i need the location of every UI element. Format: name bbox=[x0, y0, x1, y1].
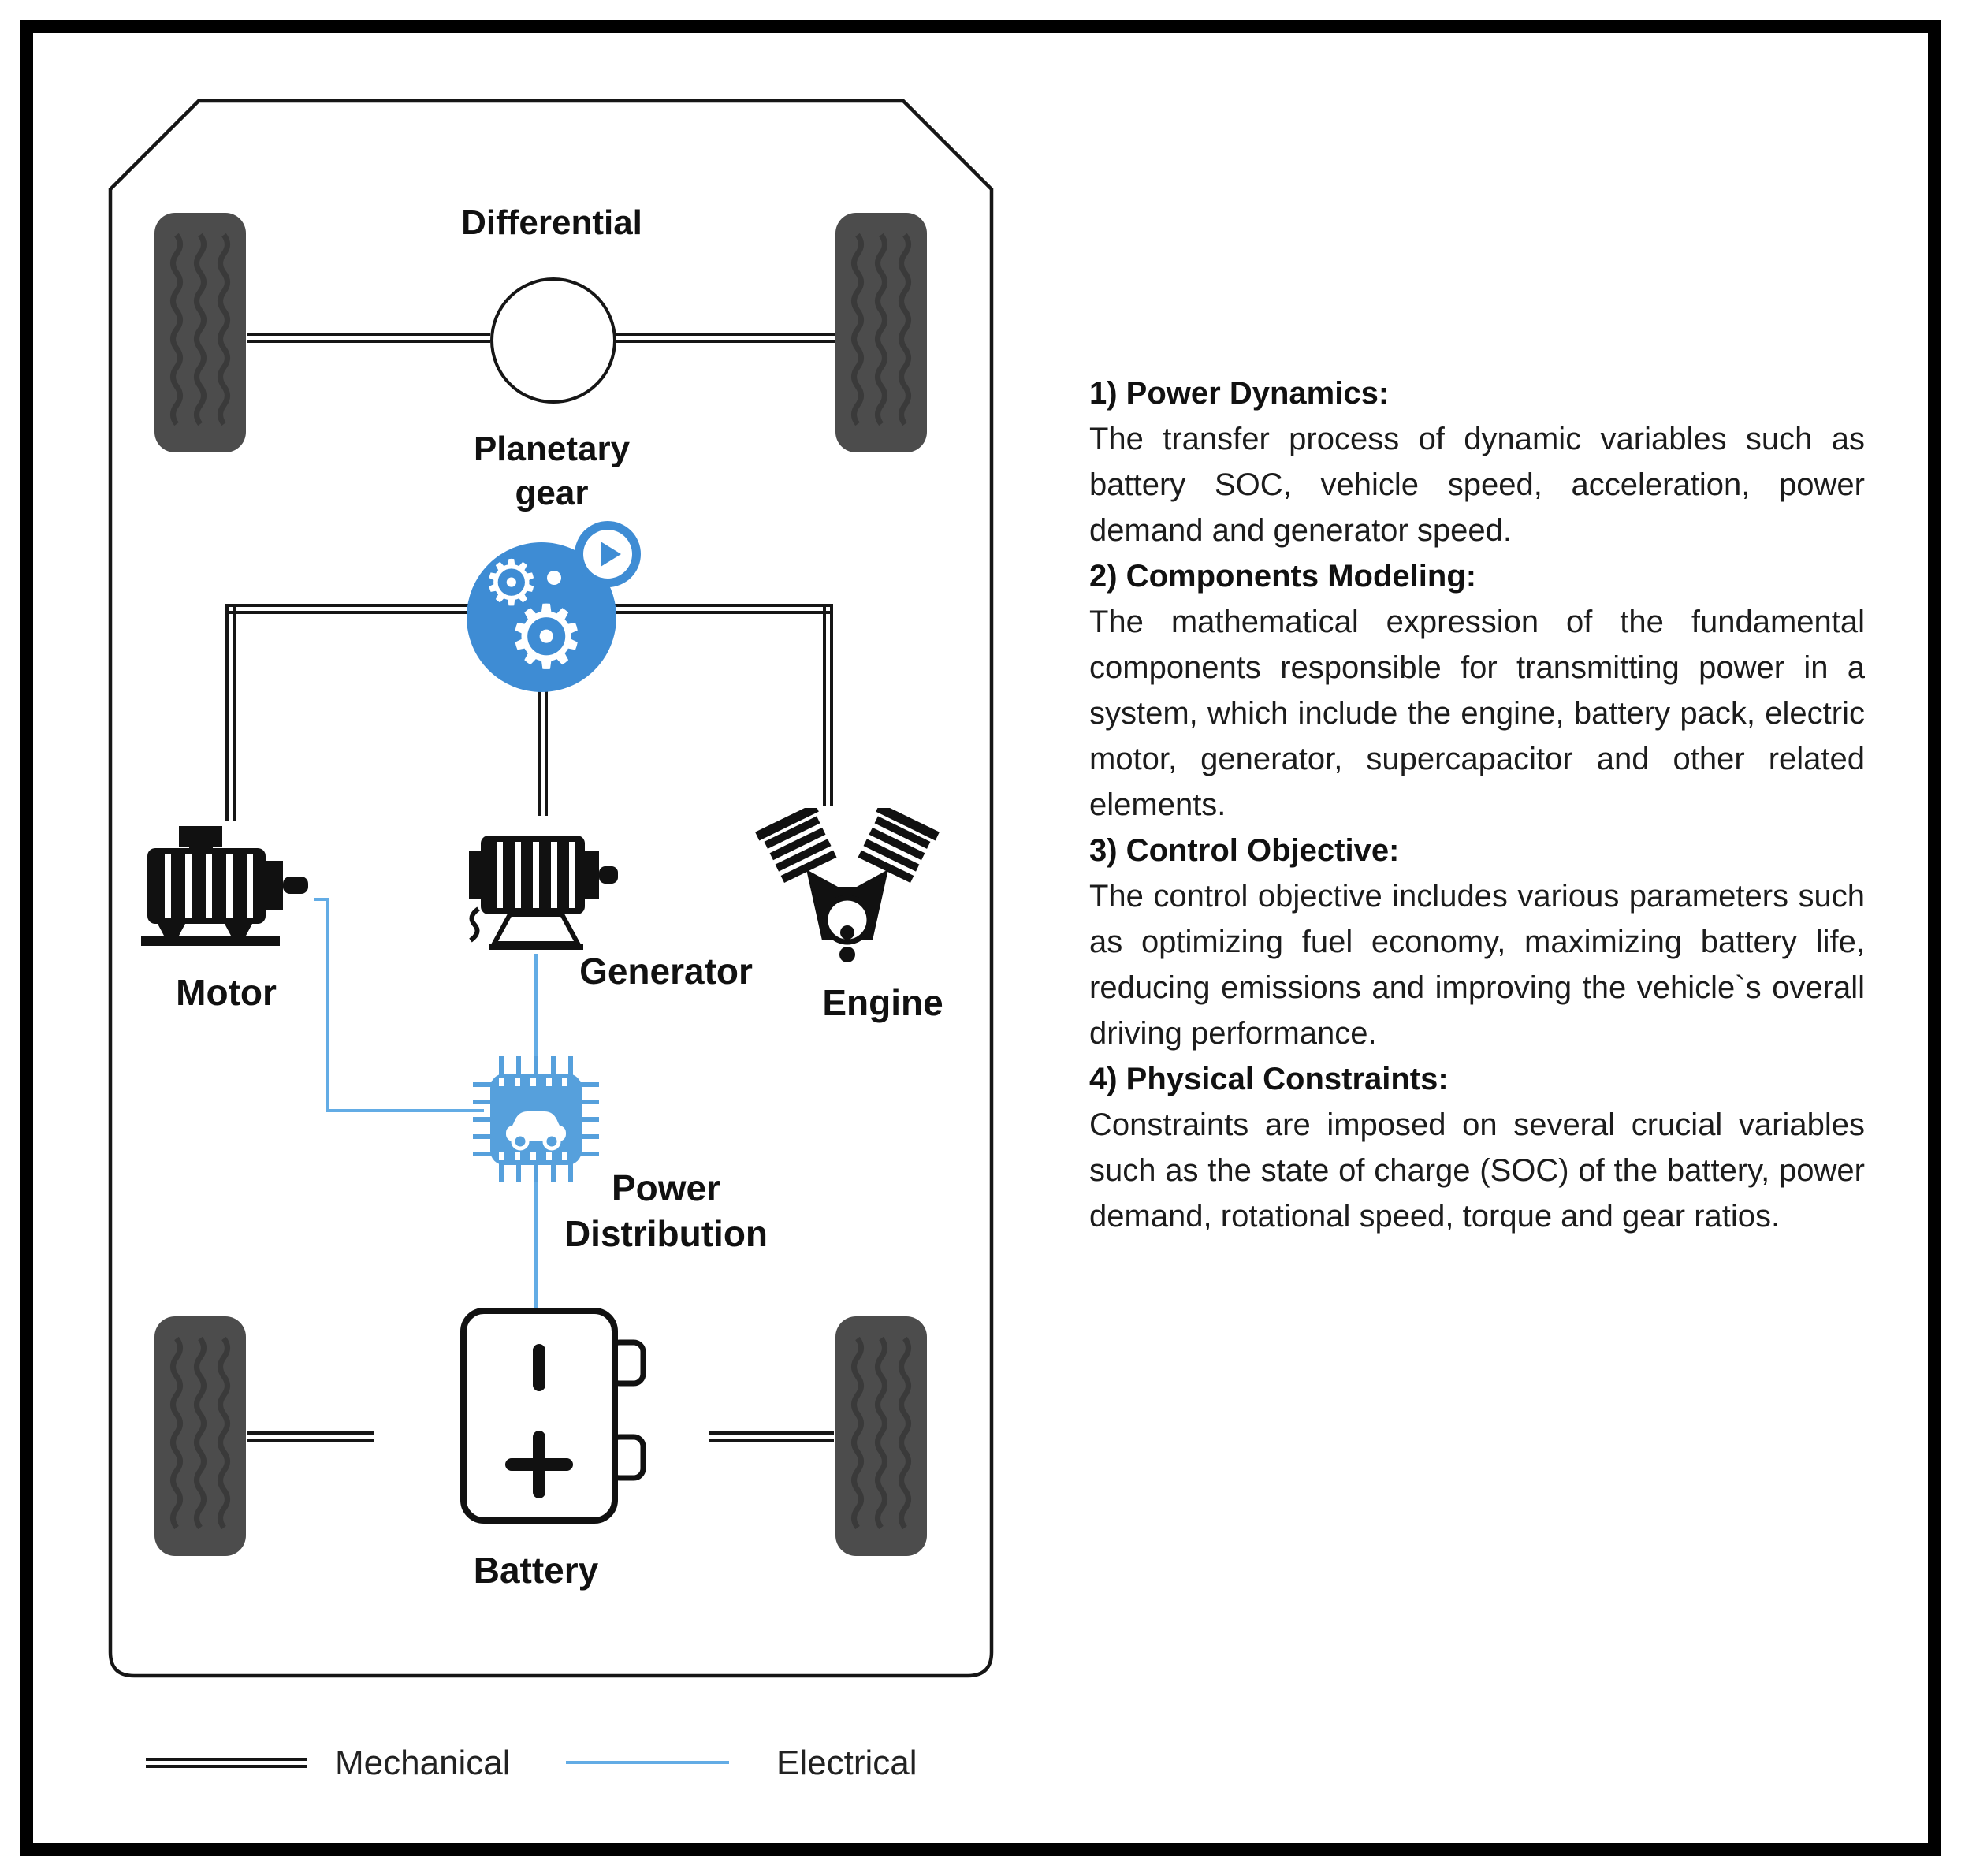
svg-text:⚙: ⚙ bbox=[507, 586, 586, 689]
differential-icon bbox=[490, 277, 616, 404]
mech-link-gear-engine-v bbox=[823, 604, 833, 806]
battery-label: Battery bbox=[473, 1550, 599, 1591]
elec-link-motor-pd-h2 bbox=[326, 1109, 484, 1112]
motor-icon bbox=[130, 820, 323, 958]
mech-link-gear-motor-h bbox=[225, 604, 489, 614]
tire-front-right-icon bbox=[834, 211, 928, 454]
mech-link-gear-motor-v bbox=[225, 604, 236, 821]
section-body: Constraints are imposed on several crucial variables such as the state of charge (SOC) of the battery, power demand, rotational speed, torque and gear ratios. bbox=[1089, 1107, 1865, 1234]
planetary-gear-label-line2: gear bbox=[515, 474, 589, 512]
planetary-gear-label-line1: Planetary bbox=[473, 430, 631, 468]
legend-electrical-line bbox=[566, 1761, 729, 1764]
section-body: The control objective includes various parameters such as optimizing fuel economy, maximizing battery life, reducing emissions and improving the vehicle`s overall driving performance. bbox=[1089, 879, 1865, 1051]
motor-label: Motor bbox=[176, 972, 277, 1013]
engine-icon bbox=[753, 808, 942, 973]
power-distribution-label-line2: Distribution bbox=[564, 1213, 768, 1254]
front-axle-right bbox=[610, 333, 835, 343]
section-control-objective bbox=[1089, 828, 1865, 1056]
generator-icon bbox=[453, 816, 623, 958]
planetary-gear-icon bbox=[453, 516, 642, 702]
legend-mechanical-line bbox=[146, 1758, 307, 1768]
section-physical-constraints bbox=[1089, 1056, 1865, 1239]
tire-rear-left-icon bbox=[153, 1315, 247, 1558]
tire-front-left-icon bbox=[153, 211, 247, 454]
section-heading: 1) Power Dynamics: bbox=[1089, 376, 1390, 411]
svg-text:⚙: ⚙ bbox=[483, 546, 540, 620]
legend-electrical-label: Electrical bbox=[776, 1744, 917, 1782]
section-heading: 4) Physical Constraints: bbox=[1089, 1062, 1449, 1096]
front-axle-left bbox=[247, 333, 490, 343]
section-body: The mathematical expression of the fundamental components responsible for transmitting power in a system, which include the engine, battery pack, electric motor, generator, supercapacitor and other related elements. bbox=[1089, 605, 1865, 822]
legend-mechanical-label: Mechanical bbox=[335, 1744, 511, 1782]
rear-axle-right bbox=[709, 1431, 834, 1442]
section-heading: 3) Control Objective: bbox=[1089, 833, 1400, 868]
annotation-panel bbox=[1089, 370, 1865, 1239]
power-distribution-label-line1: Power bbox=[611, 1167, 721, 1208]
section-heading: 2) Components Modeling: bbox=[1089, 559, 1477, 594]
power-distribution-label bbox=[528, 1165, 804, 1256]
planetary-gear-label bbox=[410, 427, 694, 516]
section-components-modeling bbox=[1089, 553, 1865, 828]
tire-rear-right-icon bbox=[834, 1315, 928, 1558]
battery-icon bbox=[456, 1305, 653, 1529]
section-power-dynamics bbox=[1089, 370, 1865, 553]
rear-axle-left bbox=[247, 1431, 374, 1442]
differential-label: Differential bbox=[461, 203, 642, 242]
elec-link-generator-pd bbox=[534, 954, 538, 1058]
power-distribution-icon bbox=[473, 1056, 599, 1182]
section-body: The transfer process of dynamic variables such as battery SOC, vehicle speed, acceleration, power demand and generator speed. bbox=[1089, 422, 1865, 548]
generator-label: Generator bbox=[579, 951, 753, 992]
engine-label: Engine bbox=[822, 982, 943, 1023]
